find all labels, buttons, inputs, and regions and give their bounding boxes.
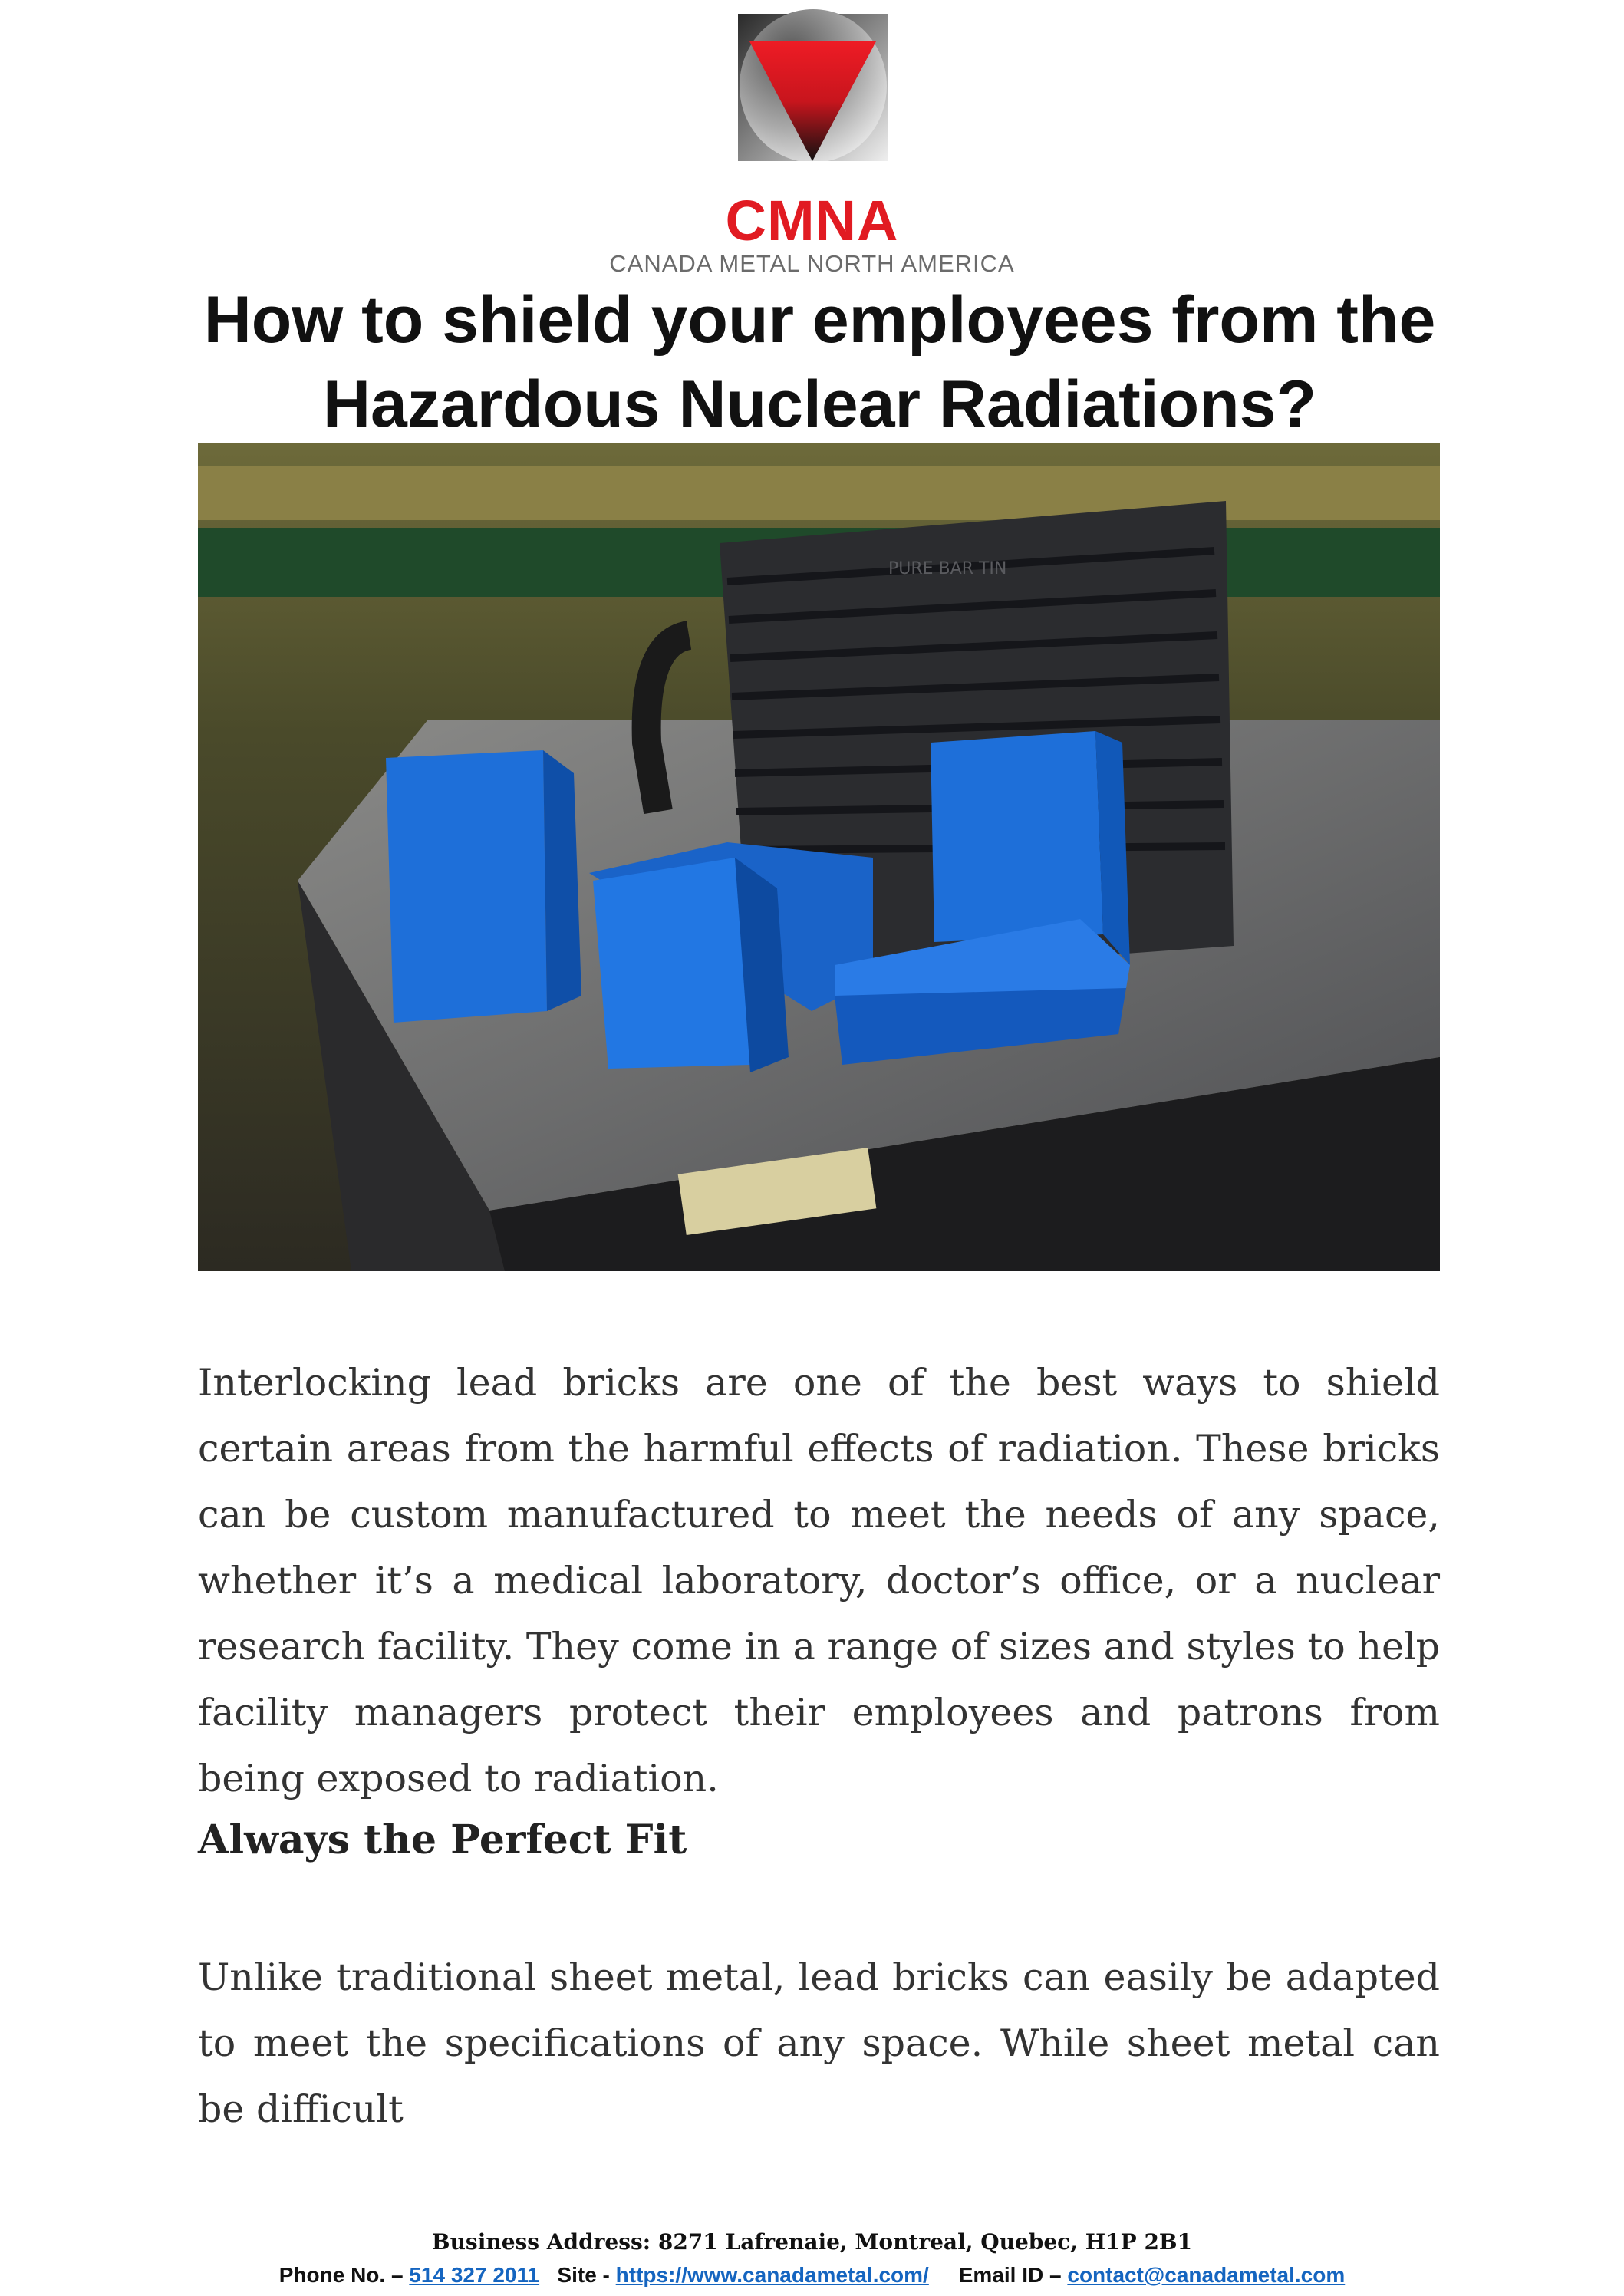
footer-address: Business Address: 8271 Lafrenaie, Montreal, Quebec, H1P 2B1 [431, 2229, 1193, 2255]
section-paragraph: Unlike traditional sheet metal, lead bricks can easily be adapted to meet the specifications of any space. While sheet metal can be difficult [198, 1955, 1440, 2131]
footer-contact [0, 2263, 1624, 2288]
cmna-logo-icon [738, 3, 901, 161]
title-line-1: How to shield your employees from the [203, 283, 1436, 357]
intro-paragraph: Interlocking lead bricks are one of the best ways to shield certain areas from the harmful effects of radiation. These bricks can be custom manufactured to meet the needs of any space, whether it’s a medical laboratory, doctor’s office, or a nuclear research facility. They come in a range of sizes and styles to help facility managers protect their employees and patrons from being exposed to radiation. [198, 1361, 1440, 1800]
page-title [153, 278, 1486, 446]
email-link[interactable]: contact@canadametal.com [1067, 2263, 1346, 2287]
title-line-2: Hazardous Nuclear Radiations? [322, 367, 1317, 441]
phone-link[interactable]: 514 327 2011 [409, 2263, 540, 2287]
email-label: Email ID – [958, 2263, 1062, 2287]
site-label: Site - [557, 2263, 610, 2287]
brand-name: CMNA [725, 189, 899, 252]
site-link[interactable]: https://www.canadametal.com/ [615, 2263, 929, 2287]
lead-bricks-photo [198, 443, 1440, 1271]
phone-label: Phone No. – [278, 2263, 404, 2287]
section-heading: Always the Perfect Fit [198, 1817, 687, 1863]
bar-marking: PURE BAR TIN [888, 559, 1007, 578]
brand-subtitle: CANADA METAL NORTH AMERICA [609, 250, 1015, 277]
